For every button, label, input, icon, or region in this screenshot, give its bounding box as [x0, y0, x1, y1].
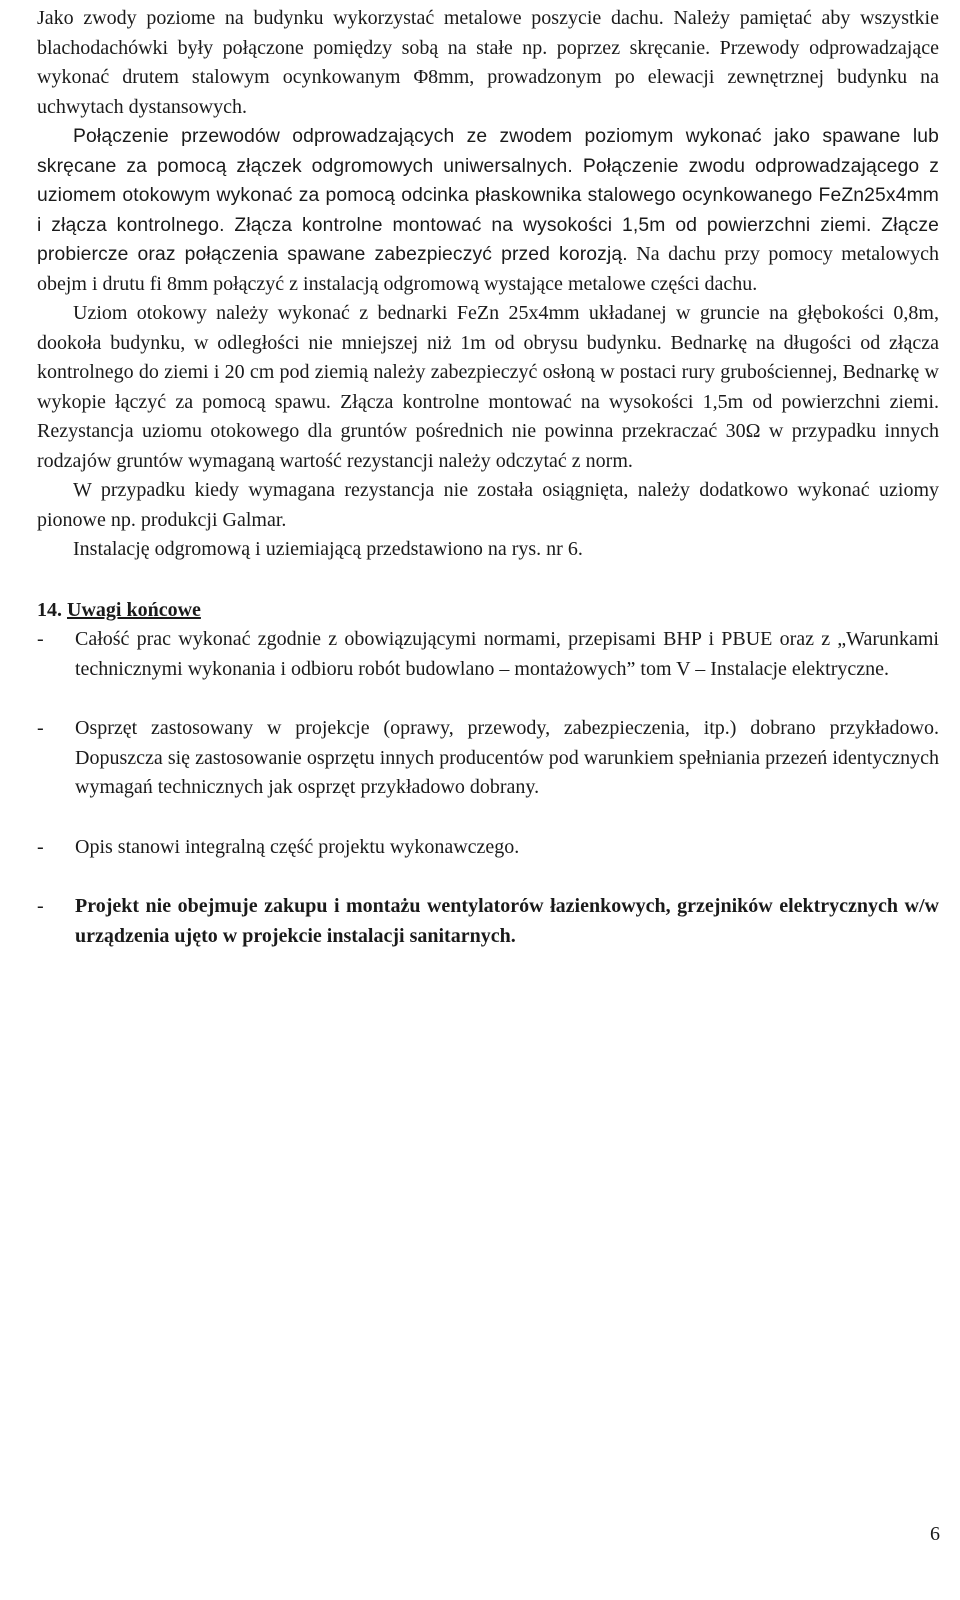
paragraph-text-sans: Połączenie przewodów odprowadzających ze zwodem poziomym wykonać jako spawane lub skręcane za pomocą złączek odgromowych uniwersalnych. Połączenie zwodu odprowadzającego z uziomem otokowym wykonać za pomocą odcinka płaskownika stalowego ocynkowanego FeZn25x4mm i złącza kontrolnego. Złącza kontrolne montować na wysokości 1,5m od powierzchni ziemi. Złącze probiercze oraz połączenia spawane zabezpieczyć przed korozją.	[37, 126, 939, 265]
remark-text: Osprzęt zastosowany w projekcje (oprawy, przewody, zabezpieczenia, itp.) dobrano przykładowo. Dopuszcza się zastosowanie osprzętu innych producentów pod warunkiem spełniania przezeń identycznych wymagań technicznych jak osprzęt przykładowo dobrany.	[75, 717, 939, 798]
paragraph-earthing: Uziom otokowy należy wykonać z bednarki FeZn 25x4mm układanej w gruncie na głębokości 0,8m, dookoła budynku, w odległości nie mniejszej niż 1m od obrysu budynku. Bednarkę na długości od złącza kontrolnego do ziemi i 20 cm pod ziemią należy zabezpieczyć osłoną w postaci rury grubościennej, Bednarkę w wykopie łączyć za pomocą spawu. Złącza kontrolne montować na wysokości 1,5m od powierzchni ziemi. Rezystancja uziomu otokowego dla gruntów pośrednich nie powinna przekraczać 30Ω w przypadku innych rodzajów gruntów wymaganą wartość rezystancji należy odczytać z norm.	[37, 302, 939, 472]
remark-item	[37, 833, 939, 863]
document-page	[37, 4, 939, 981]
section-number: 14.	[37, 598, 62, 621]
remark-text: Całość prac wykonać zgodnie z obowiązującymi normami, przepisami BHP i PBUE oraz z „Warunkami technicznymi wykonania i odbioru robót budowlano – montażowych” tom V – Instalacje elektryczne.	[75, 628, 939, 680]
section-title: Uwagi końcowe	[67, 598, 201, 621]
paragraph-lightning-protection	[37, 4, 939, 299]
paragraph-text-serif: Jako zwody poziome na budynku wykorzystać metalowe poszycie dachu. Należy pamiętać aby wszystkie blachodachówki były połączone pomiędzy sobą na stałe np. poprzez skręcanie. Przewody odprowadzające wykonać drutem stalowym ocynkowanym Φ8mm, prowadzonym po elewacji zewnętrznej budynku na uchwytach dystansowych.	[37, 7, 939, 118]
dash-marker: -	[37, 895, 44, 917]
remark-item	[37, 625, 939, 684]
page-number: 6	[930, 1523, 940, 1545]
paragraph-vertical-earthing: W przypadku kiedy wymagana rezystancja nie została osiągnięta, należy dodatkowo wykonać uziomy pionowe np. produkcji Galmar.	[37, 479, 939, 531]
dash-marker: -	[37, 628, 44, 650]
remarks-list	[37, 625, 939, 951]
paragraph-drawing-reference: Instalację odgromową i uziemiającą przedstawiono na rys. nr 6.	[73, 538, 583, 560]
remark-text: Projekt nie obejmuje zakupu i montażu wentylatorów łazienkowych, grzejników elektrycznych w/w urządzenia ujęto w projekcie instalacji sanitarnych.	[75, 895, 939, 947]
paragraph-text-tail: Na dachu przy pomocy metalowych obejm i drutu fi 8mm połączyć z instalacją odgromową wystające metalowe części dachu.	[37, 243, 940, 295]
section-heading	[37, 596, 939, 626]
remark-item	[37, 714, 939, 803]
remark-item-bold	[37, 892, 939, 951]
remark-text: Opis stanowi integralną część projektu wykonawczego.	[75, 835, 520, 858]
dash-marker: -	[37, 835, 44, 858]
dash-marker: -	[37, 717, 44, 739]
